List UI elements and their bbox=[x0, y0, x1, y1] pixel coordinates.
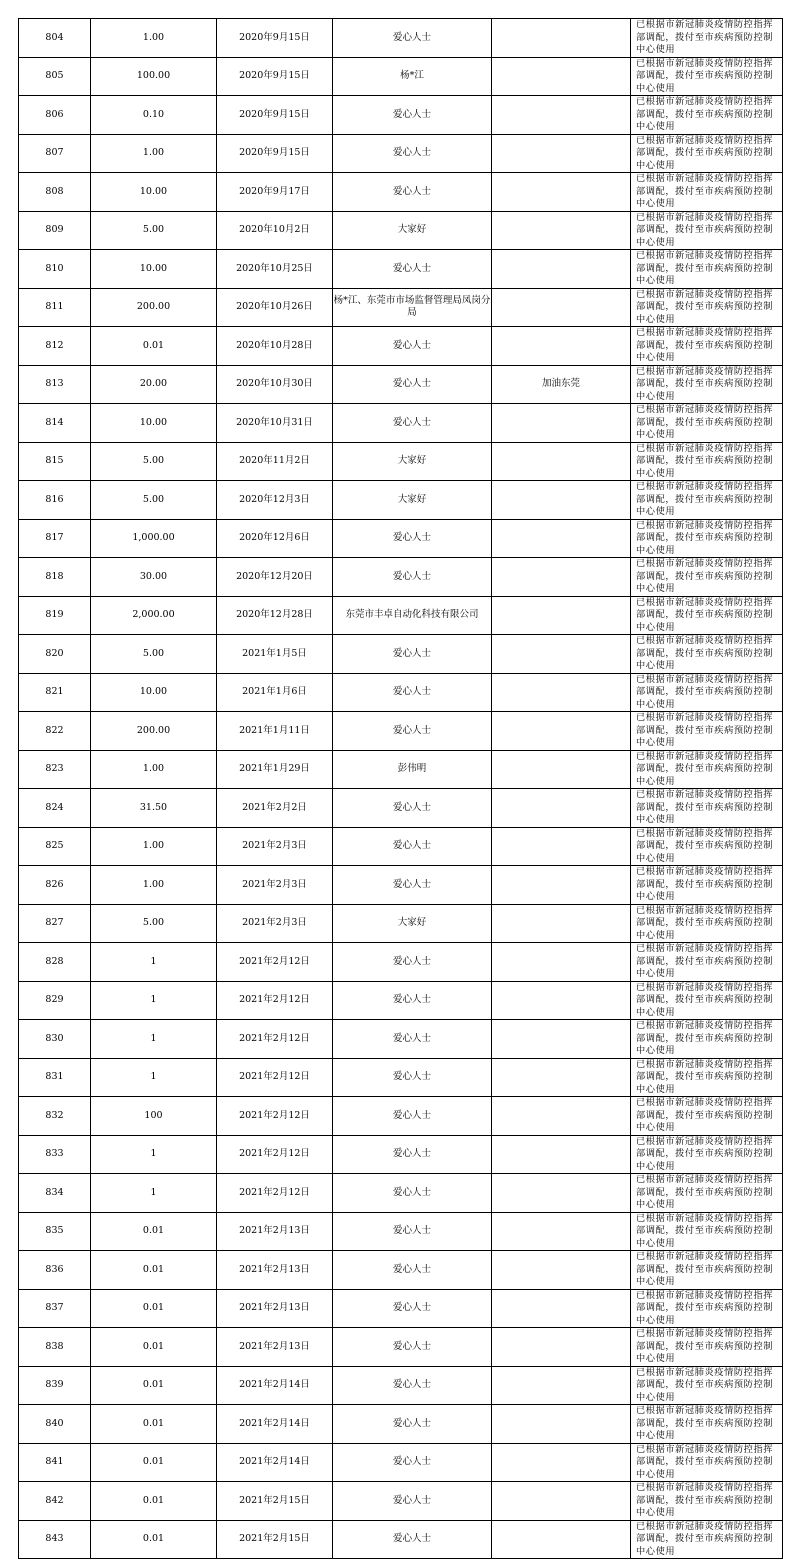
cell-usage: 已根据市新冠肺炎疫情防控指挥部调配，拨付至市疾病预防控制中心使用 bbox=[631, 1212, 783, 1251]
cell-donor: 爱心人士 bbox=[333, 866, 492, 905]
cell-date: 2021年2月15日 bbox=[217, 1482, 333, 1521]
cell-amount: 200.00 bbox=[91, 288, 217, 327]
cell-amount: 2,000.00 bbox=[91, 596, 217, 635]
cell-donor: 爱心人士 bbox=[333, 1482, 492, 1521]
cell-note bbox=[492, 96, 631, 135]
cell-date: 2021年2月14日 bbox=[217, 1366, 333, 1405]
cell-serial-number: 806 bbox=[19, 96, 91, 135]
cell-serial-number: 826 bbox=[19, 866, 91, 905]
cell-note bbox=[492, 558, 631, 597]
cell-note bbox=[492, 1020, 631, 1059]
cell-date: 2021年2月2日 bbox=[217, 789, 333, 828]
cell-amount: 31.50 bbox=[91, 789, 217, 828]
cell-amount: 0.01 bbox=[91, 1405, 217, 1444]
cell-usage: 已根据市新冠肺炎疫情防控指挥部调配，拨付至市疾病预防控制中心使用 bbox=[631, 404, 783, 443]
cell-usage: 已根据市新冠肺炎疫情防控指挥部调配，拨付至市疾病预防控制中心使用 bbox=[631, 558, 783, 597]
cell-usage: 已根据市新冠肺炎疫情防控指挥部调配，拨付至市疾病预防控制中心使用 bbox=[631, 365, 783, 404]
cell-usage: 已根据市新冠肺炎疫情防控指挥部调配，拨付至市疾病预防控制中心使用 bbox=[631, 1366, 783, 1405]
cell-date: 2021年2月12日 bbox=[217, 1097, 333, 1136]
table-row bbox=[19, 1443, 783, 1482]
donation-table bbox=[18, 18, 783, 1559]
cell-serial-number: 823 bbox=[19, 750, 91, 789]
cell-amount: 1.00 bbox=[91, 827, 217, 866]
cell-serial-number: 841 bbox=[19, 1443, 91, 1482]
table-row bbox=[19, 981, 783, 1020]
table-row bbox=[19, 750, 783, 789]
cell-amount: 10.00 bbox=[91, 673, 217, 712]
cell-donor: 爱心人士 bbox=[333, 1212, 492, 1251]
cell-donor: 爱心人士 bbox=[333, 1443, 492, 1482]
cell-serial-number: 804 bbox=[19, 19, 91, 58]
cell-usage: 已根据市新冠肺炎疫情防控指挥部调配，拨付至市疾病预防控制中心使用 bbox=[631, 943, 783, 982]
cell-usage: 已根据市新冠肺炎疫情防控指挥部调配，拨付至市疾病预防控制中心使用 bbox=[631, 1482, 783, 1521]
cell-donor: 爱心人士 bbox=[333, 1135, 492, 1174]
table-row bbox=[19, 57, 783, 96]
cell-date: 2021年2月12日 bbox=[217, 943, 333, 982]
cell-note bbox=[492, 981, 631, 1020]
cell-note bbox=[492, 1058, 631, 1097]
cell-date: 2020年11月2日 bbox=[217, 442, 333, 481]
cell-serial-number: 805 bbox=[19, 57, 91, 96]
cell-date: 2021年2月13日 bbox=[217, 1212, 333, 1251]
table-row bbox=[19, 712, 783, 751]
table-row bbox=[19, 1366, 783, 1405]
cell-note bbox=[492, 943, 631, 982]
cell-note bbox=[492, 1289, 631, 1328]
cell-date: 2021年2月3日 bbox=[217, 904, 333, 943]
table-row bbox=[19, 558, 783, 597]
cell-note bbox=[492, 173, 631, 212]
cell-amount: 1,000.00 bbox=[91, 519, 217, 558]
cell-usage: 已根据市新冠肺炎疫情防控指挥部调配，拨付至市疾病预防控制中心使用 bbox=[631, 288, 783, 327]
table-row bbox=[19, 1405, 783, 1444]
cell-usage: 已根据市新冠肺炎疫情防控指挥部调配，拨付至市疾病预防控制中心使用 bbox=[631, 211, 783, 250]
cell-note bbox=[492, 19, 631, 58]
table-row bbox=[19, 327, 783, 366]
cell-donor: 爱心人士 bbox=[333, 1251, 492, 1290]
cell-donor: 爱心人士 bbox=[333, 635, 492, 674]
cell-donor: 爱心人士 bbox=[333, 327, 492, 366]
cell-donor: 爱心人士 bbox=[333, 789, 492, 828]
table-row bbox=[19, 134, 783, 173]
cell-amount: 5.00 bbox=[91, 481, 217, 520]
cell-serial-number: 817 bbox=[19, 519, 91, 558]
cell-date: 2020年10月28日 bbox=[217, 327, 333, 366]
cell-note bbox=[492, 635, 631, 674]
table-row bbox=[19, 442, 783, 481]
cell-donor: 爱心人士 bbox=[333, 519, 492, 558]
table-row bbox=[19, 481, 783, 520]
cell-serial-number: 814 bbox=[19, 404, 91, 443]
cell-usage: 已根据市新冠肺炎疫情防控指挥部调配，拨付至市疾病预防控制中心使用 bbox=[631, 827, 783, 866]
cell-date: 2020年12月3日 bbox=[217, 481, 333, 520]
cell-note bbox=[492, 789, 631, 828]
cell-note bbox=[492, 481, 631, 520]
table-row bbox=[19, 596, 783, 635]
cell-note bbox=[492, 134, 631, 173]
cell-serial-number: 824 bbox=[19, 789, 91, 828]
cell-date: 2020年9月17日 bbox=[217, 173, 333, 212]
cell-amount: 1.00 bbox=[91, 19, 217, 58]
cell-donor: 爱心人士 bbox=[333, 1405, 492, 1444]
cell-serial-number: 807 bbox=[19, 134, 91, 173]
cell-date: 2020年9月15日 bbox=[217, 57, 333, 96]
cell-date: 2021年1月11日 bbox=[217, 712, 333, 751]
cell-date: 2021年2月13日 bbox=[217, 1289, 333, 1328]
cell-usage: 已根据市新冠肺炎疫情防控指挥部调配，拨付至市疾病预防控制中心使用 bbox=[631, 1058, 783, 1097]
table-row bbox=[19, 1174, 783, 1213]
cell-amount: 5.00 bbox=[91, 635, 217, 674]
cell-note bbox=[492, 327, 631, 366]
cell-serial-number: 827 bbox=[19, 904, 91, 943]
cell-serial-number: 809 bbox=[19, 211, 91, 250]
cell-serial-number: 815 bbox=[19, 442, 91, 481]
cell-note bbox=[492, 827, 631, 866]
cell-serial-number: 819 bbox=[19, 596, 91, 635]
cell-amount: 1 bbox=[91, 981, 217, 1020]
table-row bbox=[19, 866, 783, 905]
cell-date: 2020年10月25日 bbox=[217, 250, 333, 289]
table-row bbox=[19, 1251, 783, 1290]
table-row bbox=[19, 789, 783, 828]
cell-date: 2020年10月26日 bbox=[217, 288, 333, 327]
table-row bbox=[19, 1020, 783, 1059]
cell-usage: 已根据市新冠肺炎疫情防控指挥部调配，拨付至市疾病预防控制中心使用 bbox=[631, 250, 783, 289]
cell-donor: 杨*江、东莞市市场监督管理局凤岗分局 bbox=[333, 288, 492, 327]
cell-donor: 大家好 bbox=[333, 904, 492, 943]
cell-date: 2021年2月13日 bbox=[217, 1328, 333, 1367]
cell-donor: 爱心人士 bbox=[333, 250, 492, 289]
table-row bbox=[19, 404, 783, 443]
cell-date: 2020年9月15日 bbox=[217, 19, 333, 58]
cell-note bbox=[492, 250, 631, 289]
cell-usage: 已根据市新冠肺炎疫情防控指挥部调配，拨付至市疾病预防控制中心使用 bbox=[631, 866, 783, 905]
cell-serial-number: 820 bbox=[19, 635, 91, 674]
cell-amount: 1.00 bbox=[91, 750, 217, 789]
cell-date: 2020年12月20日 bbox=[217, 558, 333, 597]
cell-date: 2020年9月15日 bbox=[217, 96, 333, 135]
cell-serial-number: 808 bbox=[19, 173, 91, 212]
cell-donor: 大家好 bbox=[333, 442, 492, 481]
table-row bbox=[19, 211, 783, 250]
cell-note bbox=[492, 1482, 631, 1521]
cell-date: 2021年2月3日 bbox=[217, 866, 333, 905]
cell-donor: 爱心人士 bbox=[333, 134, 492, 173]
cell-date: 2020年10月31日 bbox=[217, 404, 333, 443]
cell-donor: 爱心人士 bbox=[333, 981, 492, 1020]
cell-usage: 已根据市新冠肺炎疫情防控指挥部调配，拨付至市疾病预防控制中心使用 bbox=[631, 1443, 783, 1482]
cell-amount: 5.00 bbox=[91, 211, 217, 250]
cell-donor: 爱心人士 bbox=[333, 1020, 492, 1059]
cell-date: 2021年2月3日 bbox=[217, 827, 333, 866]
cell-donor: 大家好 bbox=[333, 481, 492, 520]
cell-note bbox=[492, 1443, 631, 1482]
cell-serial-number: 830 bbox=[19, 1020, 91, 1059]
cell-amount: 20.00 bbox=[91, 365, 217, 404]
table-row bbox=[19, 943, 783, 982]
table-row bbox=[19, 1328, 783, 1367]
table-row bbox=[19, 673, 783, 712]
cell-donor: 爱心人士 bbox=[333, 365, 492, 404]
table-row bbox=[19, 365, 783, 404]
cell-note bbox=[492, 596, 631, 635]
cell-serial-number: 835 bbox=[19, 1212, 91, 1251]
cell-serial-number: 837 bbox=[19, 1289, 91, 1328]
cell-note bbox=[492, 1097, 631, 1136]
cell-amount: 0.01 bbox=[91, 1520, 217, 1559]
cell-amount: 100.00 bbox=[91, 57, 217, 96]
table-row bbox=[19, 250, 783, 289]
cell-serial-number: 840 bbox=[19, 1405, 91, 1444]
table-row bbox=[19, 19, 783, 58]
table-row bbox=[19, 1289, 783, 1328]
cell-amount: 0.10 bbox=[91, 96, 217, 135]
cell-donor: 爱心人士 bbox=[333, 558, 492, 597]
cell-usage: 已根据市新冠肺炎疫情防控指挥部调配，拨付至市疾病预防控制中心使用 bbox=[631, 1520, 783, 1559]
cell-usage: 已根据市新冠肺炎疫情防控指挥部调配，拨付至市疾病预防控制中心使用 bbox=[631, 1135, 783, 1174]
cell-serial-number: 813 bbox=[19, 365, 91, 404]
cell-date: 2021年2月12日 bbox=[217, 1058, 333, 1097]
cell-serial-number: 821 bbox=[19, 673, 91, 712]
cell-note bbox=[492, 673, 631, 712]
cell-serial-number: 838 bbox=[19, 1328, 91, 1367]
cell-donor: 彭伟明 bbox=[333, 750, 492, 789]
cell-serial-number: 822 bbox=[19, 712, 91, 751]
cell-serial-number: 825 bbox=[19, 827, 91, 866]
cell-usage: 已根据市新冠肺炎疫情防控指挥部调配，拨付至市疾病预防控制中心使用 bbox=[631, 1020, 783, 1059]
cell-note bbox=[492, 1135, 631, 1174]
cell-usage: 已根据市新冠肺炎疫情防控指挥部调配，拨付至市疾病预防控制中心使用 bbox=[631, 96, 783, 135]
cell-usage: 已根据市新冠肺炎疫情防控指挥部调配，拨付至市疾病预防控制中心使用 bbox=[631, 1174, 783, 1213]
table-row bbox=[19, 904, 783, 943]
cell-usage: 已根据市新冠肺炎疫情防控指挥部调配，拨付至市疾病预防控制中心使用 bbox=[631, 173, 783, 212]
cell-amount: 200.00 bbox=[91, 712, 217, 751]
table-row bbox=[19, 173, 783, 212]
cell-serial-number: 843 bbox=[19, 1520, 91, 1559]
cell-date: 2021年2月12日 bbox=[217, 981, 333, 1020]
cell-usage: 已根据市新冠肺炎疫情防控指挥部调配，拨付至市疾病预防控制中心使用 bbox=[631, 635, 783, 674]
cell-note: 加油东莞 bbox=[492, 365, 631, 404]
cell-date: 2020年10月30日 bbox=[217, 365, 333, 404]
cell-note bbox=[492, 442, 631, 481]
cell-usage: 已根据市新冠肺炎疫情防控指挥部调配，拨付至市疾病预防控制中心使用 bbox=[631, 1097, 783, 1136]
cell-date: 2021年2月15日 bbox=[217, 1520, 333, 1559]
cell-amount: 1 bbox=[91, 943, 217, 982]
cell-note bbox=[492, 288, 631, 327]
cell-donor: 爱心人士 bbox=[333, 404, 492, 443]
cell-usage: 已根据市新冠肺炎疫情防控指挥部调配，拨付至市疾病预防控制中心使用 bbox=[631, 789, 783, 828]
table-row bbox=[19, 1058, 783, 1097]
cell-usage: 已根据市新冠肺炎疫情防控指挥部调配，拨付至市疾病预防控制中心使用 bbox=[631, 57, 783, 96]
cell-serial-number: 833 bbox=[19, 1135, 91, 1174]
cell-amount: 0.01 bbox=[91, 1289, 217, 1328]
cell-usage: 已根据市新冠肺炎疫情防控指挥部调配，拨付至市疾病预防控制中心使用 bbox=[631, 481, 783, 520]
cell-date: 2021年2月12日 bbox=[217, 1174, 333, 1213]
cell-note bbox=[492, 1328, 631, 1367]
table-row bbox=[19, 1212, 783, 1251]
cell-donor: 杨*江 bbox=[333, 57, 492, 96]
cell-amount: 0.01 bbox=[91, 1251, 217, 1290]
cell-usage: 已根据市新冠肺炎疫情防控指挥部调配，拨付至市疾病预防控制中心使用 bbox=[631, 904, 783, 943]
cell-note bbox=[492, 1251, 631, 1290]
table-row bbox=[19, 519, 783, 558]
cell-donor: 爱心人士 bbox=[333, 827, 492, 866]
cell-donor: 爱心人士 bbox=[333, 712, 492, 751]
cell-note bbox=[492, 750, 631, 789]
cell-amount: 1 bbox=[91, 1058, 217, 1097]
cell-date: 2020年12月6日 bbox=[217, 519, 333, 558]
cell-amount: 1.00 bbox=[91, 134, 217, 173]
cell-amount: 0.01 bbox=[91, 327, 217, 366]
cell-donor: 爱心人士 bbox=[333, 1058, 492, 1097]
cell-amount: 1 bbox=[91, 1020, 217, 1059]
cell-donor: 爱心人士 bbox=[333, 1174, 492, 1213]
cell-usage: 已根据市新冠肺炎疫情防控指挥部调配，拨付至市疾病预防控制中心使用 bbox=[631, 519, 783, 558]
cell-note bbox=[492, 1520, 631, 1559]
cell-donor: 爱心人士 bbox=[333, 943, 492, 982]
cell-date: 2021年2月12日 bbox=[217, 1020, 333, 1059]
cell-note bbox=[492, 519, 631, 558]
cell-usage: 已根据市新冠肺炎疫情防控指挥部调配，拨付至市疾病预防控制中心使用 bbox=[631, 19, 783, 58]
cell-serial-number: 812 bbox=[19, 327, 91, 366]
cell-serial-number: 828 bbox=[19, 943, 91, 982]
cell-donor: 爱心人士 bbox=[333, 673, 492, 712]
cell-date: 2020年10月2日 bbox=[217, 211, 333, 250]
cell-note bbox=[492, 904, 631, 943]
cell-serial-number: 818 bbox=[19, 558, 91, 597]
cell-usage: 已根据市新冠肺炎疫情防控指挥部调配，拨付至市疾病预防控制中心使用 bbox=[631, 134, 783, 173]
cell-date: 2021年2月12日 bbox=[217, 1135, 333, 1174]
cell-usage: 已根据市新冠肺炎疫情防控指挥部调配，拨付至市疾病预防控制中心使用 bbox=[631, 673, 783, 712]
cell-serial-number: 810 bbox=[19, 250, 91, 289]
cell-usage: 已根据市新冠肺炎疫情防控指挥部调配，拨付至市疾病预防控制中心使用 bbox=[631, 981, 783, 1020]
cell-serial-number: 816 bbox=[19, 481, 91, 520]
cell-note bbox=[492, 866, 631, 905]
cell-amount: 5.00 bbox=[91, 904, 217, 943]
cell-amount: 10.00 bbox=[91, 250, 217, 289]
cell-note bbox=[492, 57, 631, 96]
cell-note bbox=[492, 712, 631, 751]
table-row bbox=[19, 1520, 783, 1559]
cell-amount: 0.01 bbox=[91, 1482, 217, 1521]
donation-table-body bbox=[19, 19, 783, 1559]
cell-date: 2021年1月5日 bbox=[217, 635, 333, 674]
cell-usage: 已根据市新冠肺炎疫情防控指挥部调配，拨付至市疾病预防控制中心使用 bbox=[631, 1328, 783, 1367]
cell-amount: 30.00 bbox=[91, 558, 217, 597]
cell-usage: 已根据市新冠肺炎疫情防控指挥部调配，拨付至市疾病预防控制中心使用 bbox=[631, 442, 783, 481]
cell-note bbox=[492, 404, 631, 443]
table-row bbox=[19, 1135, 783, 1174]
cell-serial-number: 842 bbox=[19, 1482, 91, 1521]
table-row bbox=[19, 635, 783, 674]
table-row bbox=[19, 1482, 783, 1521]
table-row bbox=[19, 827, 783, 866]
cell-note bbox=[492, 1212, 631, 1251]
cell-amount: 1 bbox=[91, 1174, 217, 1213]
cell-serial-number: 829 bbox=[19, 981, 91, 1020]
cell-date: 2021年2月13日 bbox=[217, 1251, 333, 1290]
cell-serial-number: 839 bbox=[19, 1366, 91, 1405]
table-row bbox=[19, 1097, 783, 1136]
cell-amount: 100 bbox=[91, 1097, 217, 1136]
cell-amount: 5.00 bbox=[91, 442, 217, 481]
cell-donor: 大家好 bbox=[333, 211, 492, 250]
cell-date: 2021年2月14日 bbox=[217, 1405, 333, 1444]
cell-note bbox=[492, 211, 631, 250]
cell-amount: 0.01 bbox=[91, 1366, 217, 1405]
table-row bbox=[19, 288, 783, 327]
cell-date: 2021年2月14日 bbox=[217, 1443, 333, 1482]
cell-donor: 爱心人士 bbox=[333, 1289, 492, 1328]
cell-donor: 爱心人士 bbox=[333, 19, 492, 58]
table-row bbox=[19, 96, 783, 135]
cell-note bbox=[492, 1174, 631, 1213]
cell-amount: 0.01 bbox=[91, 1328, 217, 1367]
cell-amount: 1.00 bbox=[91, 866, 217, 905]
cell-note bbox=[492, 1405, 631, 1444]
cell-donor: 东莞市丰卓自动化科技有限公司 bbox=[333, 596, 492, 635]
cell-usage: 已根据市新冠肺炎疫情防控指挥部调配，拨付至市疾病预防控制中心使用 bbox=[631, 596, 783, 635]
cell-usage: 已根据市新冠肺炎疫情防控指挥部调配，拨付至市疾病预防控制中心使用 bbox=[631, 1289, 783, 1328]
cell-donor: 爱心人士 bbox=[333, 173, 492, 212]
cell-donor: 爱心人士 bbox=[333, 1097, 492, 1136]
cell-date: 2021年1月29日 bbox=[217, 750, 333, 789]
cell-donor: 爱心人士 bbox=[333, 1328, 492, 1367]
cell-serial-number: 832 bbox=[19, 1097, 91, 1136]
cell-serial-number: 831 bbox=[19, 1058, 91, 1097]
cell-amount: 1 bbox=[91, 1135, 217, 1174]
cell-usage: 已根据市新冠肺炎疫情防控指挥部调配，拨付至市疾病预防控制中心使用 bbox=[631, 712, 783, 751]
cell-donor: 爱心人士 bbox=[333, 1366, 492, 1405]
cell-serial-number: 834 bbox=[19, 1174, 91, 1213]
cell-amount: 10.00 bbox=[91, 404, 217, 443]
cell-donor: 爱心人士 bbox=[333, 96, 492, 135]
cell-date: 2021年1月6日 bbox=[217, 673, 333, 712]
cell-amount: 0.01 bbox=[91, 1443, 217, 1482]
cell-date: 2020年12月28日 bbox=[217, 596, 333, 635]
cell-serial-number: 836 bbox=[19, 1251, 91, 1290]
cell-usage: 已根据市新冠肺炎疫情防控指挥部调配，拨付至市疾病预防控制中心使用 bbox=[631, 1405, 783, 1444]
cell-usage: 已根据市新冠肺炎疫情防控指挥部调配，拨付至市疾病预防控制中心使用 bbox=[631, 327, 783, 366]
cell-amount: 10.00 bbox=[91, 173, 217, 212]
cell-donor: 爱心人士 bbox=[333, 1520, 492, 1559]
cell-date: 2020年9月15日 bbox=[217, 134, 333, 173]
cell-serial-number: 811 bbox=[19, 288, 91, 327]
cell-usage: 已根据市新冠肺炎疫情防控指挥部调配，拨付至市疾病预防控制中心使用 bbox=[631, 1251, 783, 1290]
cell-amount: 0.01 bbox=[91, 1212, 217, 1251]
cell-note bbox=[492, 1366, 631, 1405]
cell-usage: 已根据市新冠肺炎疫情防控指挥部调配，拨付至市疾病预防控制中心使用 bbox=[631, 750, 783, 789]
